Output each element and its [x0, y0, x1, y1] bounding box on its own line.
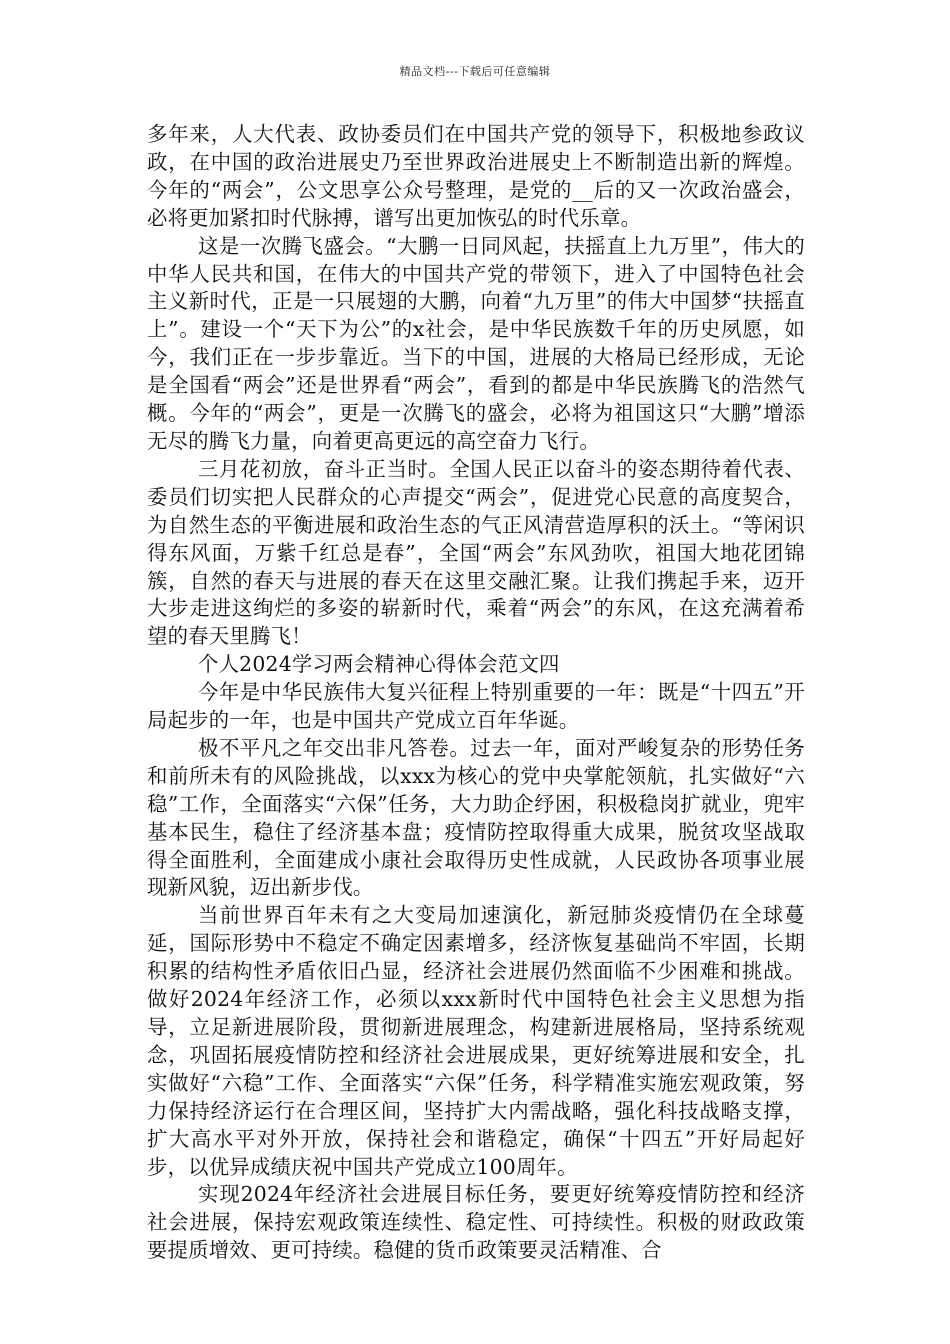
section-heading: 个人2024学习两会精神心得体会范文四	[198, 652, 560, 677]
paragraph-this-year: 今年是中华民族伟大复兴征程上特别重要的一年：既是“十四五”开局起步的一年，也是中国共产党成立百年华诞。	[147, 680, 805, 733]
header-note: 精品文档---下载后可任意编辑	[399, 65, 551, 78]
paragraph-spring: 三月花初放，奋斗正当时。全国人民正以奋斗的姿态期待着代表、委员们切实把人民群众的心声提交“两会”，促进党心民意的高度契合，为自然生态的平衡进展和政治生态的气正风清营造厚积的沃土。“等闲识得东风面，万紫千红总是春”，全国“两会”东风劲吹，祖国大地花团锦簇，自然的春天与进展的春天在这里交融汇聚。让我们携起手来，迈开大步走进这绚烂的多姿的崭新时代，乘着“两会”的东风，在这充满着希望的春天里腾飞！	[147, 456, 805, 649]
paragraph-intro: 多年来，人大代表、政协委员们在中国共产党的领导下，积极地参政议政，在中国的政治进展史乃至世界政治进展史上不断制造出新的辉煌。今年的“两会”，公文思享公众号整理，是党的__后的又一次政治盛会，必将更加紧扣时代脉搏，谱写出更加恢弘的时代乐章。	[147, 122, 805, 230]
paragraph-world-situation: 当前世界百年未有之大变局加速演化，新冠肺炎疫情仍在全球蔓延，国际形势中不稳定不确定因素增多，经济恢复基础尚不牢固，长期积累的结构性矛盾依旧凸显，经济社会进展仍然面临不少困难和挑战。做好2024年经济工作，必须以xxx新时代中国特色社会主义思想为指导，立足新进展阶段，贯彻新进展理念，构建新进展格局，坚持系统观念，巩固拓展疫情防控和经济社会进展成果，更好统筹进展和安全，扎实做好“六稳”工作、全面落实“六保”任务，科学精准实施宏观政策，努力保持经济运行在合理区间，坚持扩大内需战略，强化科技战略支撑，扩大高水平对外开放，保持社会和谐稳定，确保“十四五”开好局起好步，以优异成绩庆祝中国共产党成立100周年。	[147, 903, 805, 1179]
paragraph-targets: 实现2024年经济社会进展目标任务，要更好统筹疫情防控和经济社会进展，保持宏观政策连续性、稳定性、可持续性。积极的财政政策要提质增效、更可持续。稳健的货币政策要灵活精准、合	[147, 1182, 805, 1263]
paragraph-extraordinary-year: 极不平凡之年交出非凡答卷。过去一年，面对严峻复杂的形势任务和前所未有的风险挑战，以xxx为核心的党中央掌舵领航，扎实做好“六稳”工作，全面落实“六保”任务，大力助企纾困，积极稳岗扩就业，兜牢基本民生，稳住了经济基本盘；疫情防控取得重大成果，脱贫攻坚战取得全面胜利，全面建成小康社会取得历史性成就，人民政协各项事业展现新风貌，迈出新步伐。	[147, 735, 805, 900]
document-body	[147, 121, 805, 1265]
paragraph-takeoff: 这是一次腾飞盛会。“大鹏一日同风起，扶摇直上九万里”，伟大的中华人民共和国，在伟大的中国共产党的带领下，进入了中国特色社会主义新时代，正是一只展翅的大鹏，向着“九万里”的伟大中国梦“扶摇直上”。建设一个“天下为公”的x社会，是中华民族数千年的历史夙愿，如今，我们正在一步步靠近。当下的中国，进展的大格局已经形成，无论是全国看“两会”还是世界看“两会”，看到的都是中华民族腾飞的浩然气概。今年的“两会”，更是一次腾飞的盛会，必将为祖国这只“大鹏”增添无尽的腾飞力量，向着更高更远的高空奋力飞行。	[147, 233, 805, 453]
